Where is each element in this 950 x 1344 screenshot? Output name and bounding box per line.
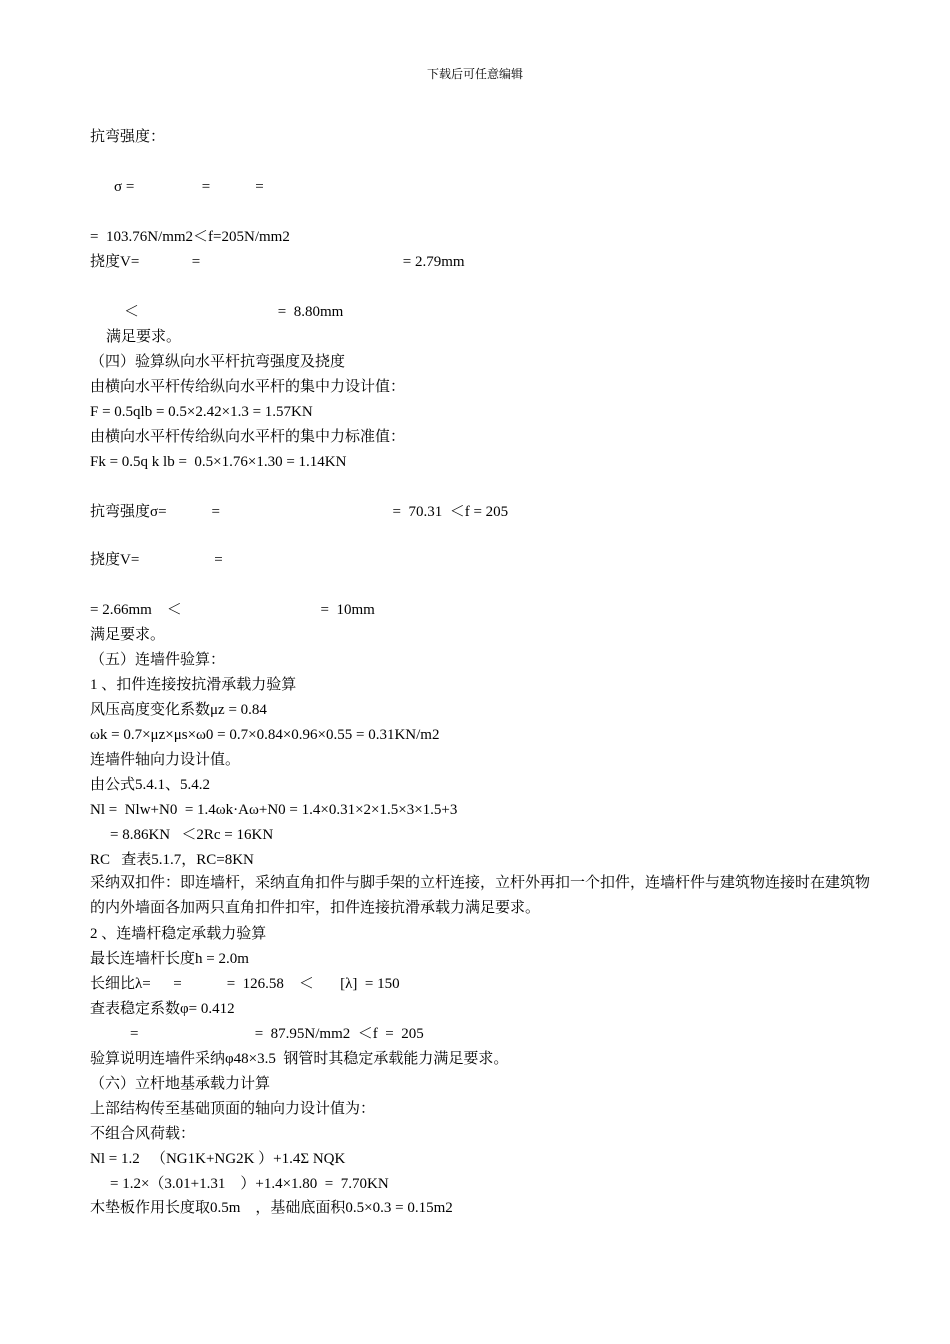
formula-line: 挠度V= = (90, 552, 223, 568)
formula-line: = = 87.95N/mm2 ＜f = 205 (130, 1026, 424, 1042)
formula-line: 挠度V= = = 2.79mm (90, 254, 465, 270)
section-heading: （五）连墙件验算： (90, 652, 226, 668)
formula-line: = 2.66mm ＜ = 10mm (90, 602, 375, 618)
section-heading: （六）立杆地基承载力计算 (90, 1076, 271, 1092)
text-line: 由横向水平杆传给纵向水平杆的集中力设计值： (90, 379, 406, 395)
formula-line: = 103.76N/mm2＜f=205N/mm2 (90, 229, 290, 245)
page-header: 下载后可任意编辑 (426, 67, 523, 81)
paragraph: 采纳双扣件：即连墙杆，采纳直角扣件与脚手架的立杆连接，立杆外再扣一个扣件，连墙杆件与建筑物连接时在建筑物的内外墙面各加两只直角扣件扣牢，扣件连接抗滑承载力满足要求。 (90, 875, 871, 916)
text-line: 抗弯强度： (90, 129, 166, 145)
text-line: 2 、连墙杆稳定承载力验算 (90, 926, 267, 942)
text-line: 上部结构传至基础顶面的轴向力设计值为： (90, 1101, 376, 1117)
formula-line: 抗弯强度σ= = = 70.31 ＜f = 205 (90, 504, 509, 520)
section-heading: （四）验算纵向水平杆抗弯强度及挠度 (90, 354, 346, 370)
formula-line: Fk = 0.5q k lb = 0.5×1.76×1.30 = 1.14KN (90, 454, 347, 470)
formula-line: = 8.86KN ＜2Rc = 16KN (110, 827, 274, 843)
text-line: RC 查表5.1.7，RC=8KN (90, 852, 254, 868)
formula-line: σ = = = (114, 179, 264, 195)
text-line: 连墙件轴向力设计值。 (90, 752, 241, 768)
text-line: 满足要求。 (106, 329, 182, 345)
text-line: 由公式5.4.1、5.4.2 (90, 777, 211, 793)
formula-line: 查表稳定系数φ= 0.412 (90, 1001, 235, 1017)
formula-line: ωk = 0.7×μz×μs×ω0 = 0.7×0.84×0.96×0.55 = 0.31KN/m2 (90, 727, 440, 743)
text-line: 不组合风荷载： (90, 1126, 196, 1142)
formula-line: 长细比λ= = = 126.58 ＜ [λ] = 150 (90, 976, 400, 992)
formula-line: 最长连墙杆长度h = 2.0m (90, 951, 249, 967)
formula-line: 风压高度变化系数μz = 0.84 (90, 702, 267, 718)
formula-line: = 1.2×（3.01+1.31 ）+1.4×1.80 = 7.70KN (110, 1176, 389, 1192)
text-line: 验算说明连墙件采纳φ48×3.5 钢管时其稳定承载能力满足要求。 (90, 1051, 509, 1067)
formula-line: F = 0.5qlb = 0.5×2.42×1.3 = 1.57KN (90, 404, 313, 420)
text-line: 由横向水平杆传给纵向水平杆的集中力标准值： (90, 429, 406, 445)
formula-line: Nl = 1.2 （NG1K+NG2K ）+1.4Σ NQK (90, 1151, 346, 1167)
formula-line: ＜ = 8.80mm (124, 304, 344, 320)
text-line: 木垫板作用长度取0.5m ，基础底面积0.5×0.3 = 0.15m2 (90, 1200, 453, 1216)
text-line: 满足要求。 (90, 627, 166, 643)
text-line: 1 、扣件连接按抗滑承载力验算 (90, 677, 297, 693)
formula-line: Nl = Nlw+N0 = 1.4ωk·Aω+N0 = 1.4×0.31×2×1.5×3×1.5+3 (90, 802, 458, 818)
